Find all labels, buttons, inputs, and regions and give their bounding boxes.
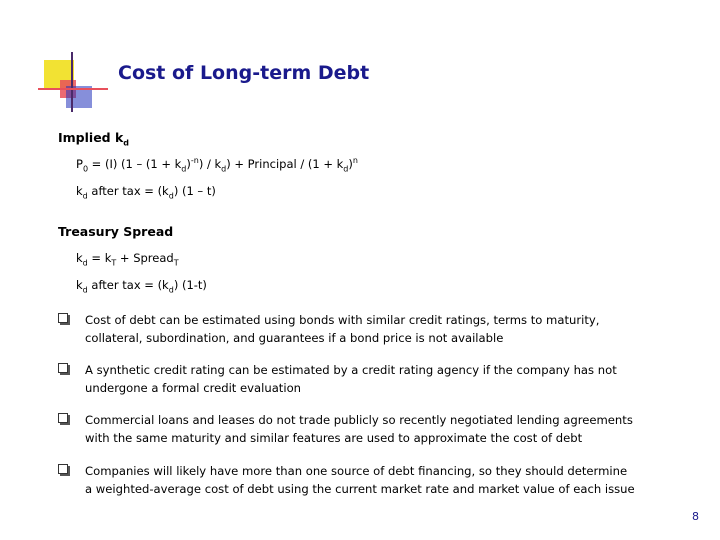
implied-heading: Implied $k_d$ <box>58 130 130 148</box>
bullet-item <box>58 311 698 347</box>
bullet-line: Cost of debt can be estimated using bonds with similar credit ratings, terms to maturity, <box>85 313 600 327</box>
page-number: 8 <box>692 510 699 523</box>
bullet-item <box>58 462 698 498</box>
decorative-logo <box>38 52 108 112</box>
treasury-spread-formula: $k_d = k_T$ + Spread$_T$ <box>76 251 179 268</box>
implied-after-tax-formula: $k_d$ after tax = $(k_d)$ (1 – t) <box>76 184 216 201</box>
checkbox-bullet-icon <box>58 464 68 474</box>
treasury-heading: Treasury Spread <box>58 224 174 239</box>
bullet-line: with the same maturity and similar features are used to approximate the cost of debt <box>85 431 583 445</box>
bullet-text <box>85 462 698 498</box>
bullet-text <box>85 311 698 347</box>
implied-price-formula: $P_0 = (I)$ $(1 - (1 + k_d)^{-n}) / k_d$) + Principal / $(1 + k_d)^n$ <box>76 156 358 174</box>
bullet-line: Commercial loans and leases do not trade publicly so recently negotiated lending agreements <box>85 413 633 427</box>
bullet-line: undergone a formal credit evaluation <box>85 381 302 395</box>
bullet-line: a weighted-average cost of debt using the current market rate and market value of each issue <box>85 482 635 496</box>
checkbox-bullet-icon <box>58 363 68 373</box>
checkbox-bullet-icon <box>58 413 68 423</box>
bullet-line: A synthetic credit rating can be estimated by a credit rating agency if the company has not <box>85 363 617 377</box>
slide-title: Cost of Long-term Debt <box>118 62 370 84</box>
treasury-after-tax-formula: $k_d$ after tax = $(k_d)$ (1-t) <box>76 278 207 295</box>
bullet-item <box>58 411 698 447</box>
checkbox-bullet-icon <box>58 313 68 323</box>
bullet-text <box>85 411 698 447</box>
bullet-line: collateral, subordination, and guarantees if a bond price is not available <box>85 331 504 345</box>
bullet-text <box>85 361 698 397</box>
bullet-item <box>58 361 698 397</box>
bullet-line: Companies will likely have more than one source of debt financing, so they should determine <box>85 464 628 478</box>
